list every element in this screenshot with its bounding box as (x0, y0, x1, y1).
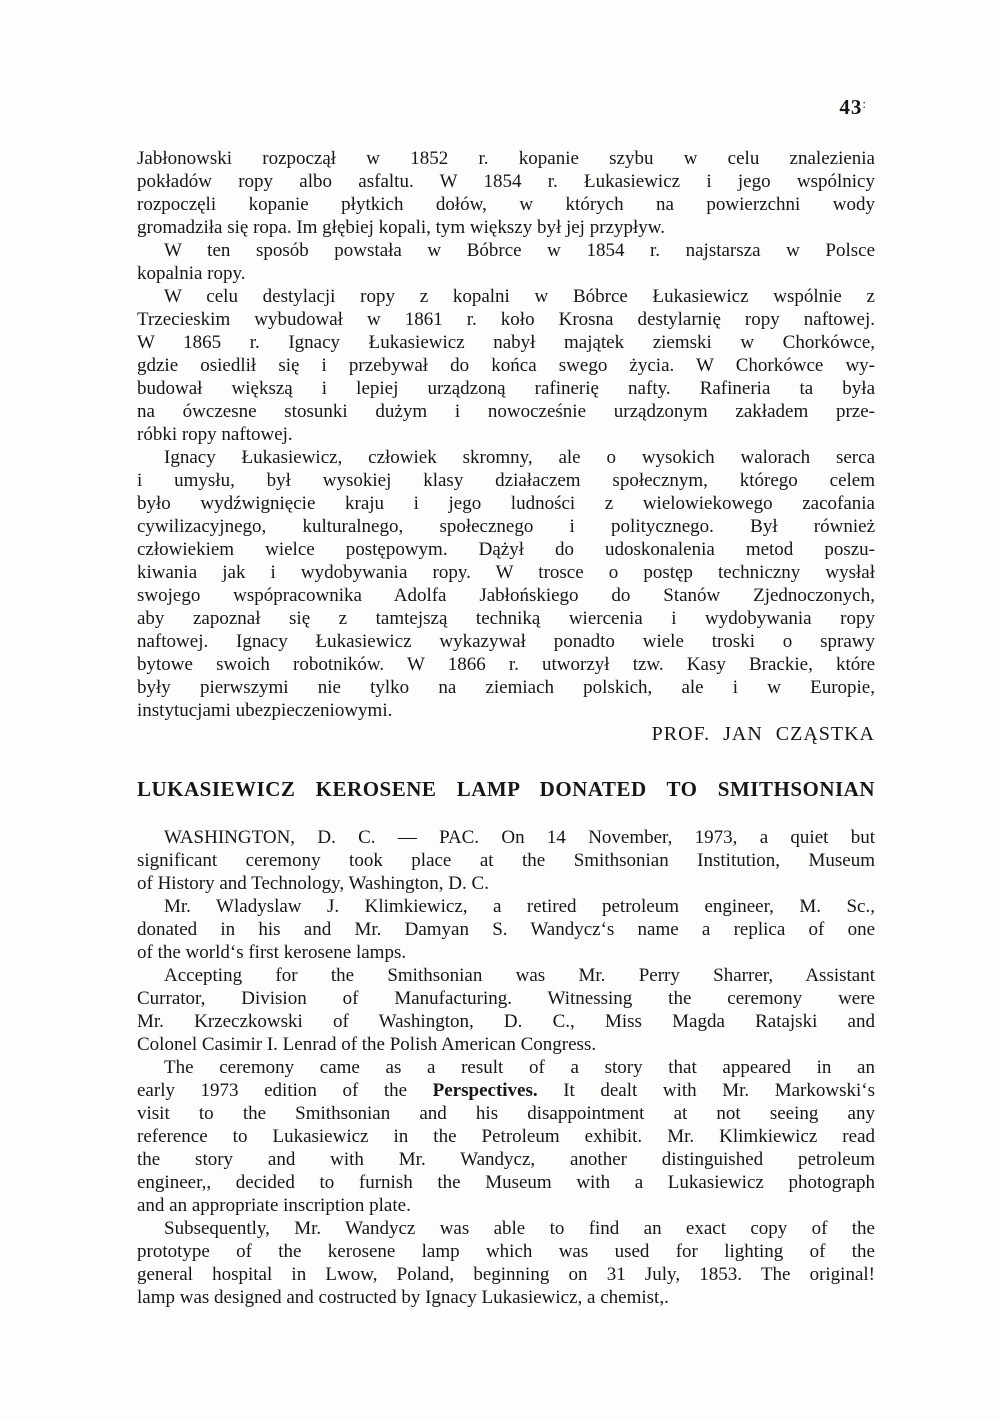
text-line: cywilizacyjnego, kulturalnego, społecznego i politycznego. Był również (137, 516, 875, 537)
article-heading: LUKASIEWICZ KEROSENE LAMP DONATED TO SMITHSONIAN (137, 777, 875, 801)
page-number-value: 43 (839, 95, 863, 119)
text-line: W celu destylacji ropy z kopalni w Bóbrce Łukasiewicz wspólnie z (164, 286, 875, 307)
text-line: bytowe swoich robotników. W 1866 r. utworzył tzw. Kasy Brackie, które (137, 654, 875, 675)
text-line: early 1973 edition of the Perspectives. It dealt with Mr. Markowski‘s (137, 1080, 875, 1101)
text-column (137, 147, 875, 1309)
text-line: of the world‘s first kerosene lamps. (137, 942, 407, 963)
text-line: reference to Lukasiewicz in the Petroleum exhibit. Mr. Klimkiewicz read (137, 1126, 875, 1147)
text-line: significant ceremony took place at the Smithsonian Institution, Museum (137, 850, 875, 871)
text-line: WASHINGTON, D. C. — PAC. On 14 November, 1973, a quiet but (164, 827, 875, 848)
text-line: i umysłu, był wysokiej klasy działaczem społecznym, którego celem (137, 470, 875, 491)
text-line: na ówczesne stosunki dużym i nowocześnie urządzonym zakładem prze- (137, 401, 875, 422)
text-line: gromadziła się ropa. Im głębiej kopali, tym większy był jej przypływ. (137, 217, 665, 238)
paragraph (137, 1056, 875, 1217)
text-line: instytucjami ubezpieczeniowymi. (137, 700, 393, 721)
text-line: engineer,, decided to furnish the Museum with a Lukasiewicz photograph (137, 1172, 875, 1193)
paragraph (137, 895, 875, 964)
text-line: the story and with Mr. Wandycz, another distinguished petroleum (137, 1149, 875, 1170)
paragraph (137, 964, 875, 1056)
text-line: swojego wspópracownika Adolfa Jabłońskiego do Stanów Zjednoczonych, (137, 585, 875, 606)
text-line: Mr. Wladyslaw J. Klimkiewicz, a retired petroleum engineer, M. Sc., (164, 896, 875, 917)
paragraph (137, 239, 875, 285)
text-line: kiwania jak i wydobywania ropy. W trosce o postęp techniczny wysłał (137, 562, 875, 583)
text-line: człowiekiem wielce postępowym. Dążył do udoskonalenia metod poszu- (137, 539, 875, 560)
polish-article (137, 147, 875, 722)
paragraph (137, 446, 875, 722)
text-line: of History and Technology, Washington, D. C. (137, 873, 489, 894)
text-line: aby zapoznał się z tamtejszą techniką wiercenia i wydobywania ropy (137, 608, 875, 629)
text-line: były pierwszymi nie tylko na ziemiach polskich, ale i w Europie, (137, 677, 875, 698)
text-line: było wydźwignięcie kraju i jego ludności z wielowiekowego zacofania (137, 493, 875, 514)
text-line: general hospital in Lwow, Poland, beginning on 31 July, 1853. The original! (137, 1264, 875, 1285)
paragraph (137, 285, 875, 446)
text-line: pokładów ropy albo asfaltu. W 1854 r. Łukasiewicz i jego wspólnicy (137, 171, 875, 192)
text-line: W ten sposób powstała w Bóbrce w 1854 r. najstarsza w Polsce (164, 240, 875, 261)
text-line: The ceremony came as a result of a story that appeared in an (164, 1057, 875, 1078)
author-byline: PROF. JAN CZĄSTKA (651, 723, 875, 745)
paragraph (137, 1217, 875, 1309)
text-line: donated in his and Mr. Damyan S. Wandycz‘s name a replica of one (137, 919, 875, 940)
page-number-artifact: : (862, 96, 867, 111)
text-line: gdzie osiedlił się i przebywał do końca swego życia. W Chorkówce wy- (137, 355, 875, 376)
text-line: visit to the Smithsonian and his disappointment at not seeing any (137, 1103, 875, 1124)
text-line: naftowej. Ignacy Łukasiewicz wykazywał ponadto wiele troski o sprawy (137, 631, 875, 652)
text-line: Trzecieskim wybudował w 1861 r. koło Krosna destylarnię ropy naftowej. (137, 309, 875, 330)
text-line: W 1865 r. Ignacy Łukasiewicz nabył majątek ziemski w Chorkówce, (137, 332, 875, 353)
text-line: prototype of the kerosene lamp which was used for lighting of the (137, 1241, 875, 1262)
text-line: Currator, Division of Manufacturing. Witnessing the ceremony were (137, 988, 875, 1009)
paragraph (137, 147, 875, 239)
text-line: Ignacy Łukasiewicz, człowiek skromny, ale o wysokich walorach serca (164, 447, 875, 468)
page-number (839, 95, 867, 120)
text-line: Subsequently, Mr. Wandycz was able to find an exact copy of the (164, 1218, 875, 1239)
text-line: Mr. Krzeczkowski of Washington, D. C., Miss Magda Ratajski and (137, 1011, 875, 1032)
text-line: Jabłonowski rozpoczął w 1852 r. kopanie szybu w celu znalezienia (137, 148, 875, 169)
text-line: budował większą i lepiej urządzoną rafinerię nafty. Rafineria ta była (137, 378, 875, 399)
text-line: Accepting for the Smithsonian was Mr. Perry Sharrer, Assistant (164, 965, 875, 986)
text-line: lamp was designed and costructed by Ignacy Lukasiewicz, a chemist,. (137, 1287, 669, 1308)
text-line: Colonel Casimir I. Lenrad of the Polish American Congress. (137, 1034, 597, 1055)
text-line: and an appropriate inscription plate. (137, 1195, 411, 1216)
paragraph (137, 826, 875, 895)
text-line: kopalnia ropy. (137, 263, 246, 284)
text-line: rozpoczęli kopanie płytkich dołów, w których na powierzchni wody (137, 194, 875, 215)
text-line: róbki ropy naftowej. (137, 424, 293, 445)
english-article (137, 826, 875, 1309)
